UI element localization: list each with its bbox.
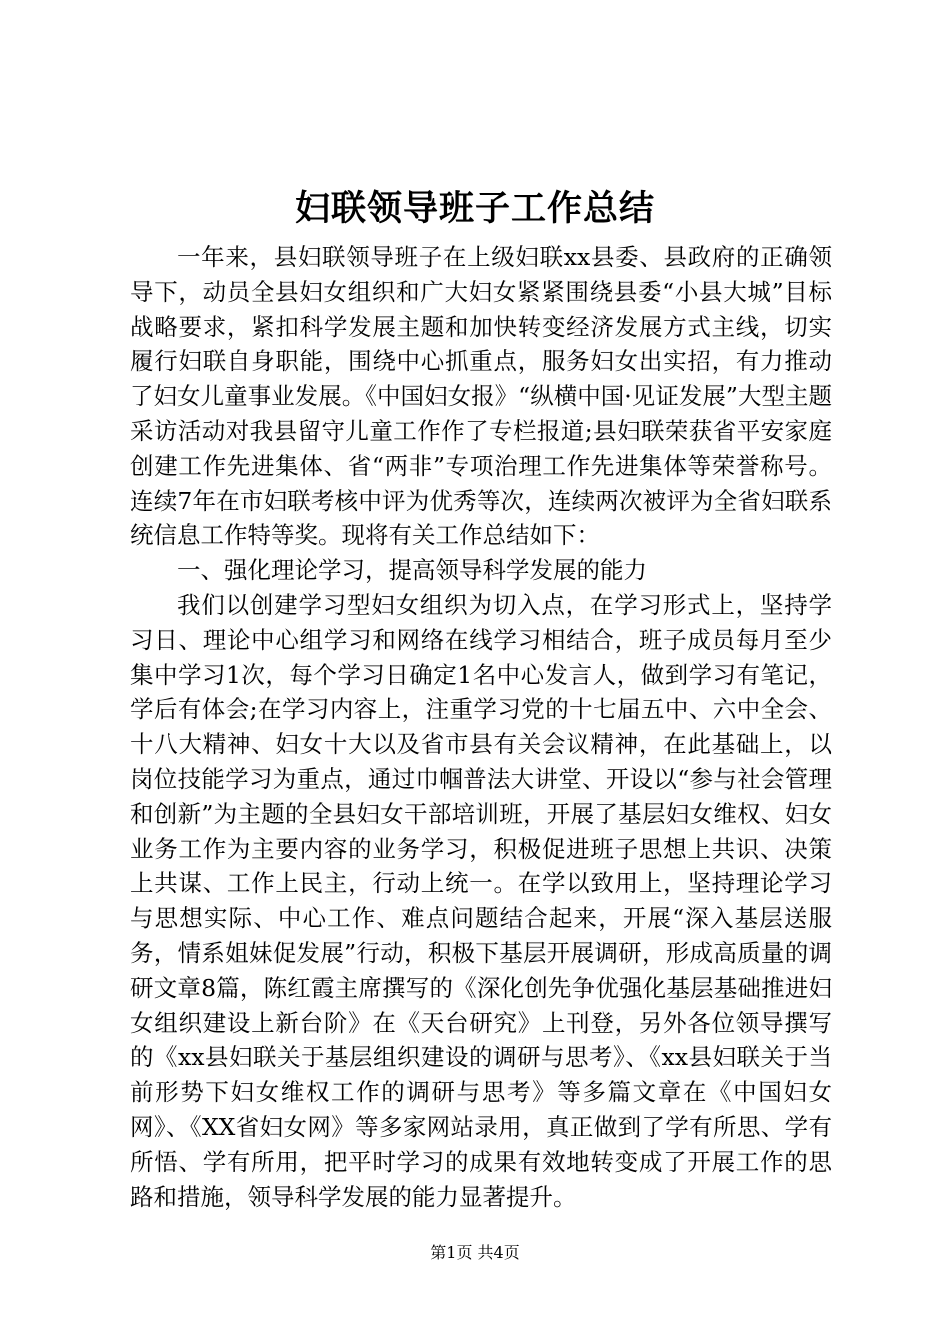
paragraph-section-1: 我们以创建学习型妇女组织为切入点，在学习形式上，坚持学习日、理论中心组学习和网络在线学习相结合，班子成员每月至少集中学习1次，每个学习日确定1名中心发言人，做到学习有笔记，学后有体会;在学习内容上，注重学习党的十七届五中、六中全会、十八大精神、妇女十大以及省市县有关会议精神，在此基础上，以岗位技能学习为重点，通过巾帼普法大讲堂、开设以“参与社会管理和创新”为主题的全县妇女干部培训班，开展了基层妇女维权、妇女业务工作为主要内容的业务学习，积极促进班子思想上共识、决策上共谋、工作上民主，行动上统一。在学以致用上，坚持理论学习与思想实际、中心工作、难点问题结合起来，开展“深入基层送服务，情系姐妹促发展”行动，积极下基层开展调研，形成高质量的调研文章8篇，陈红霞主席撰写的《深化创先争优强化基层基础推进妇女组织建设上新台阶》在《天台研究》上刊登，另外各位领导撰写的《xx县妇联关于基层组织建设的调研与思考》、《xx县妇联关于当前形势下妇女维权工作的调研与思考》等多篇文章在《中国妇女网》、《XX省妇女网》等多家网站录用，真正做到了学有所思、学有所悟、学有所用，把平时学习的成果有效地转变成了开展工作的思路和措施，领导科学发展的能力显著提升。 — [130, 590, 832, 1211]
section-heading-1: 一、强化理论学习，提高领导科学发展的能力 — [177, 556, 647, 585]
page-footer: 第1页 共4页 — [430, 1243, 520, 1262]
document-title: 妇联领导班子工作总结 — [294, 188, 655, 229]
document-body — [130, 240, 832, 1214]
paragraph-intro: 一年来，县妇联领导班子在上级妇联xx县委、县政府的正确领导下，动员全县妇女组织和广大妇女紧紧围绕县委“小县大城”目标战略要求，紧扣科学发展主题和加快转变经济发展方式主线，切实履行妇联自身职能，围绕中心抓重点，服务妇女出实招，有力推动了妇女儿童事业发展。《中国妇女报》“纵横中国·见证发展”大型主题采访活动对我县留守儿童工作作了专栏报道;县妇联荣获省平安家庭创建工作先进集体、省“两非”专项治理工作先进集体等荣誉称号。连续7年在市妇联考核中评为优秀等次，连续两次被评为全省妇联系统信息工作特等奖。现将有关工作总结如下： — [130, 243, 832, 550]
